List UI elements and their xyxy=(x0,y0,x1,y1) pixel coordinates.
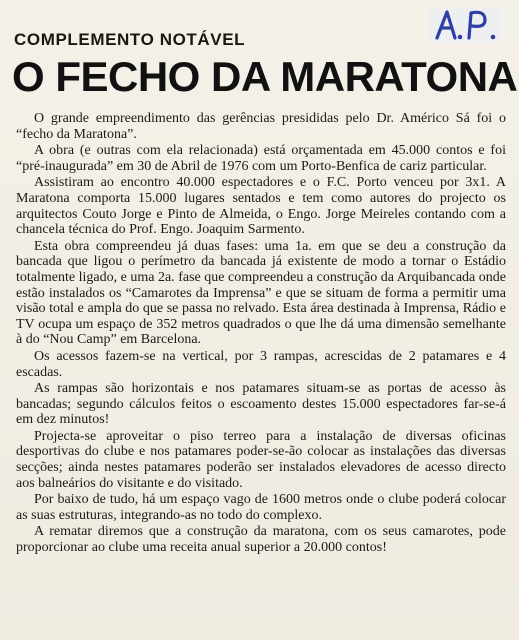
article-paragraph-6: As rampas são horizontais e nos patamares situam-se as portas de acesso às bancadas; segundo cálculos feitos o escoamento destes 15.000 espectadores far-se-á em dez minutos! xyxy=(16,381,506,428)
article-paragraph-8: Por baixo de tudo, há um espaço vago de 1600 metros onde o clube poderá colocar as suas estruturas, integrando-as no todo do complexo. xyxy=(16,492,506,523)
article-paragraph-7: Projecta-se aproveitar o piso terreo para a instalação de diversas oficinas desportivas do clube e nos patamares poder-se-ão colocar as instalações das diversas secções; ainda nestes patamares poderão ser instalados elevadores de acesso directo aos balneários do visitante e do visitado. xyxy=(16,428,506,491)
article-kicker: COMPLEMENTO NOTÁVEL xyxy=(14,30,246,49)
article-paragraph-1: O grande empreendimento das gerências presididas pelo Dr. Américo Sá foi o “fecho da Maratona”. xyxy=(16,111,506,142)
article-paragraph-9: A rematar diremos que a construção da maratona, com os seus camarotes, pode proporcionar ao clube uma receita anual superior a 20.000 contos! xyxy=(16,524,506,556)
article-headline: O FECHO DA MARATONA xyxy=(12,53,518,100)
article-body xyxy=(16,111,506,556)
handwritten-initials-stamp xyxy=(427,4,503,46)
article-paragraph-2: A obra (e outras com ela relacionada) está orçamentada em 45.000 contos e foi “pré-inaugurada” em 30 de Abril de 1976 com um Porto-Benfica de cariz particular. xyxy=(16,143,506,174)
article-paragraph-4: Esta obra compreendeu já duas fases: uma 1a. em que se deu a construção da bancada que ligou o perímetro da bancada já existente de modo a tornar o Estádio totalmente ligado, e uma 2a. fase que compreendeu a construção da Arquibancada onde estão instalados os “Camarotes da Imprensa” e que se situam de forma a permitir uma visão total e ampla do que se passa no relvado. Esta área destinada à Imprensa, Rádio e TV ocupa um espaço de 352 metros quadrados o que lhe dá uma dimensão semelhante à do “Nou Camp” em Barcelona. xyxy=(16,238,506,348)
article-paragraph-3: Assistiram ao encontro 40.000 espectadores e o F.C. Porto venceu por 3x1. A Maratona comporta 15.000 lugares sentados e tem como autores do projecto os arquitectos Couto Jorge e Pinto de Almeida, o Engo. Jorge Meireles contando com a chancela técnica do Prof. Engo. Joaquim Sarmento. xyxy=(16,175,506,238)
initials-stamp-drawing xyxy=(427,4,503,46)
article-paragraph-5: Os acessos fazem-se na vertical, por 3 rampas, acrescidas de 2 patamares e 4 escadas. xyxy=(16,348,506,380)
